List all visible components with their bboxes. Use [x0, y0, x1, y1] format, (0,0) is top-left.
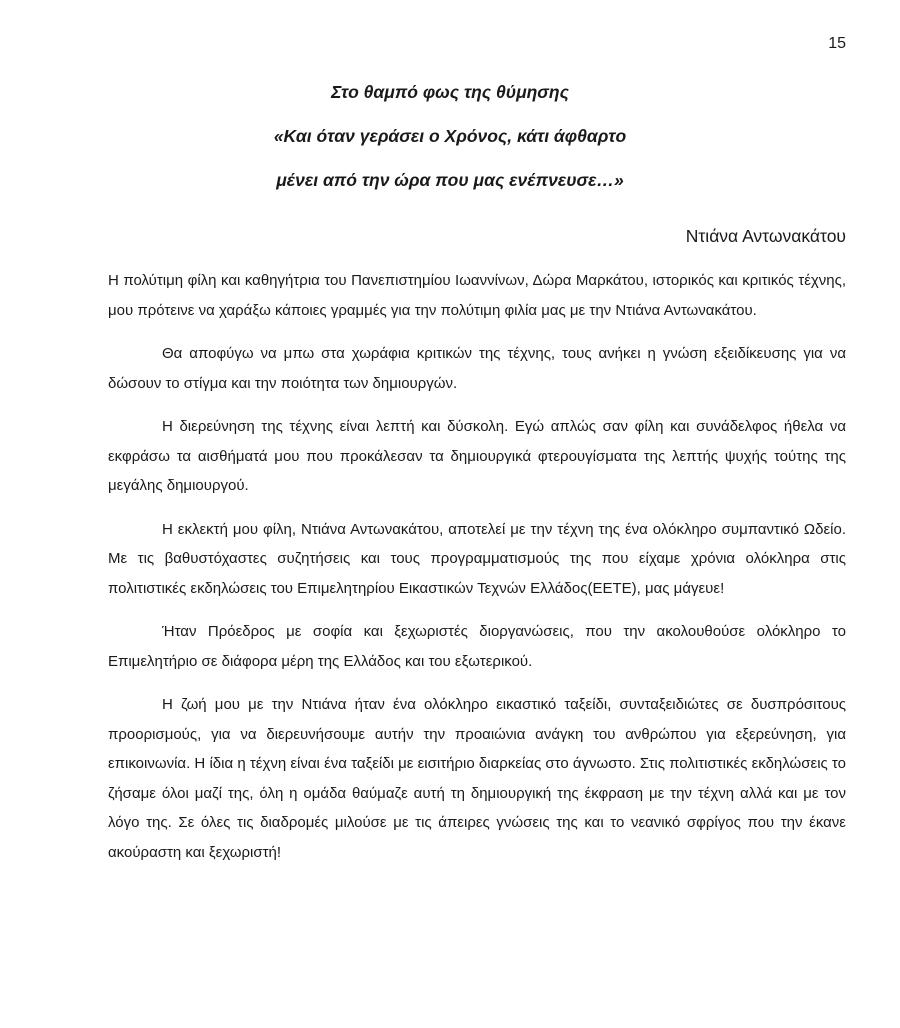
quote-line-2: μένει από την ώρα που μας ενέπνευσε…»: [276, 170, 624, 190]
author-name: Ντιάνα Αντωνακάτου: [685, 226, 846, 246]
page-number: 15: [828, 35, 846, 52]
page-title: Στο θαμπό φως της θύμησης: [331, 82, 569, 102]
paragraph: Η διερεύνηση της τέχνης είναι λεπτή και δύσκολη. Εγώ απλώς σαν φίλη και συνάδελφος ήθελα να εκφράσω τα αισθήματά μου που προκάλεσαν τα δημιουργικά φτερουγίσματα της λεπτής ψυχής τούτης της μεγάλης δημιουργού.: [108, 418, 846, 494]
paragraph: Η πολύτιμη φίλη και καθηγήτρια του Πανεπιστημίου Ιωαννίνων, Δώρα Μαρκάτου, ιστορικός και κριτικός τέχνης, μου πρότεινε να χαράξω κάποιες γραμμές για την πολύτιμη φιλία μας με την Ντιάνα Αντωνακάτου.: [108, 272, 846, 319]
paragraph: Ήταν Πρόεδρος με σοφία και ξεχωριστές διοργανώσεις, που την ακολουθούσε ολόκληρο το Επιμελητήριο σε διάφορα μέρη της Ελλάδος και του εξωτερικού.: [108, 623, 846, 670]
body-text: [108, 266, 846, 881]
paragraph: Η ζωή μου με την Ντιάνα ήταν ένα ολόκληρο εικαστικό ταξείδι, συνταξειδιώτες σε δυσπρόσιτους προορισμούς, για να διερευνήσουμε αυτήν την προαιώνια ανάγκη του ανθρώπου για εξερεύνηση, για επικοινωνία. Η ίδια η τέχνη είναι ένα ταξείδι με εισιτήριο διαρκείας στο άγνωστο. Στις πολιτιστικές εκδηλώσεις το ζήσαμε όλοι μαζί της, όλη η ομάδα θαύμαζε αυτή τη δημιουργική της έκφραση με την τέχνη αλλά και με τον λόγο της. Σε όλες τις διαδρομές μιλούσε με τις άπειρες γνώσεις της και το νεανικό σφρίγος που την έκανε ακούραστη και ξεχωριστή!: [108, 696, 846, 861]
quote-line-1: «Και όταν γεράσει ο Χρόνος, κάτι άφθαρτο: [273, 126, 627, 146]
paragraph: Η εκλεκτή μου φίλη, Ντιάνα Αντωνακάτου, αποτελεί με την τέχνη της ένα ολόκληρο συμπαντικό Ωδείο. Με τις βαθυστόχαστες συζητήσεις και τους προγραμματισμούς της που είχαμε χρόνια ολόκληρα στις πολιτιστικές εκδηλώσεις του Επιμελητηρίου Εικαστικών Τεχνών Ελλάδος(ΕΕΤΕ), μας μάγευε!: [108, 520, 846, 597]
paragraph: Θα αποφύγω να μπω στα χωράφια κριτικών της τέχνης, τους ανήκει η γνώση εξειδίκευσης για να δώσουν το στίγμα και την ποιότητα των δημιουργών.: [108, 345, 846, 392]
title-block: [0, 80, 900, 212]
